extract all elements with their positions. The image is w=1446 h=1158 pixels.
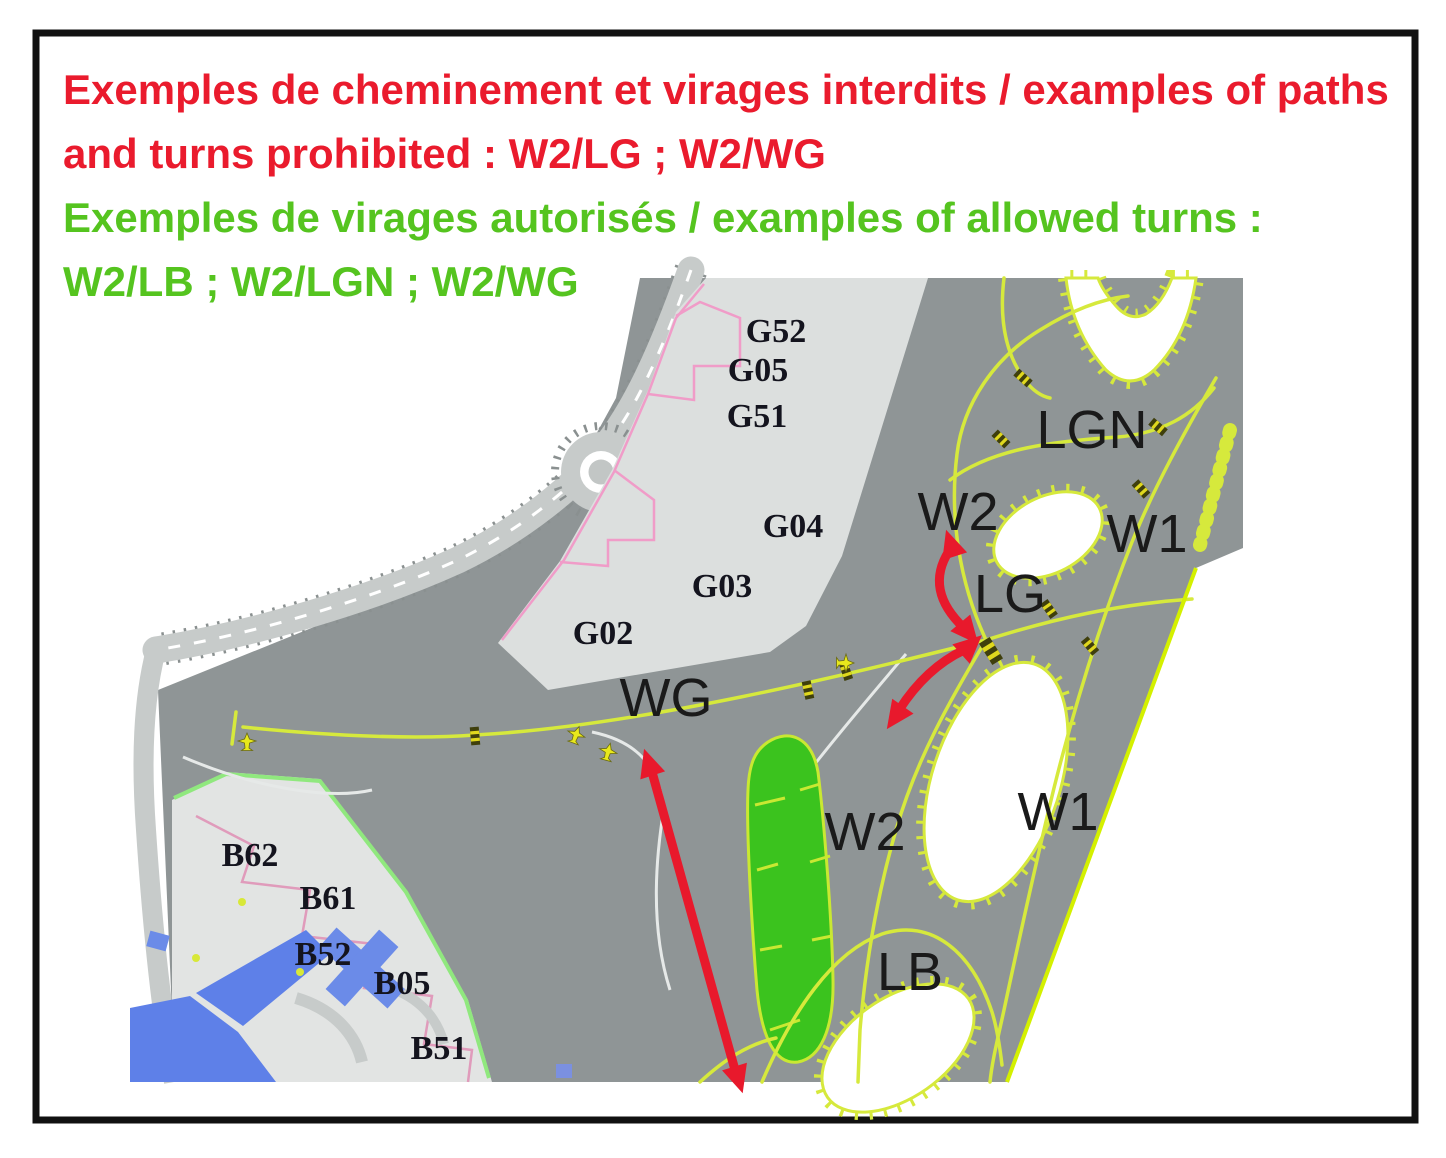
stand-label-g52: G52 bbox=[745, 313, 807, 350]
stand-label-g51: G51 bbox=[726, 398, 788, 435]
taxiway-label-w2-upper: W2 bbox=[917, 482, 999, 542]
taxiway-label-w2-lower: W2 bbox=[824, 802, 906, 862]
allowed-text-line2: W2/LB ; W2/LGN ; W2/WG bbox=[63, 258, 579, 305]
stand-label-b52: B52 bbox=[294, 936, 352, 973]
stand-label-g05: G05 bbox=[727, 352, 789, 389]
chart-map bbox=[130, 270, 1243, 1138]
taxiway-label-lb: LB bbox=[876, 942, 944, 1002]
stand-label-b61: B61 bbox=[299, 880, 357, 917]
taxiway-label-w1-lower: W1 bbox=[1017, 782, 1099, 842]
prohibited-text-line2: and turns prohibited : W2/LG ; W2/WG bbox=[63, 130, 826, 177]
stand-label-b62: B62 bbox=[221, 837, 279, 874]
building-shape bbox=[556, 1064, 572, 1078]
prohibited-text-line1: Exemples de cheminement et virages interdits / examples of paths bbox=[63, 66, 1389, 113]
stand-label-g02: G02 bbox=[572, 615, 634, 652]
stand-label-g03: G03 bbox=[691, 568, 753, 605]
marker-bar bbox=[470, 727, 481, 746]
stand-label-b05: B05 bbox=[373, 965, 431, 1002]
taxiway-label-wg: WG bbox=[619, 668, 713, 728]
green-island bbox=[748, 736, 833, 1062]
apron-dot bbox=[192, 954, 200, 962]
taxiway-label-w1-upper: W1 bbox=[1106, 504, 1188, 564]
taxiway-label-lgn: LGN bbox=[1036, 400, 1148, 460]
allowed-text-line1: Exemples de virages autorisés / examples of allowed turns : bbox=[63, 194, 1263, 241]
stand-label-b51: B51 bbox=[410, 1030, 468, 1067]
apron-dot bbox=[238, 898, 246, 906]
stand-label-g04: G04 bbox=[762, 508, 824, 545]
taxiway-label-lg: LG bbox=[973, 564, 1047, 624]
